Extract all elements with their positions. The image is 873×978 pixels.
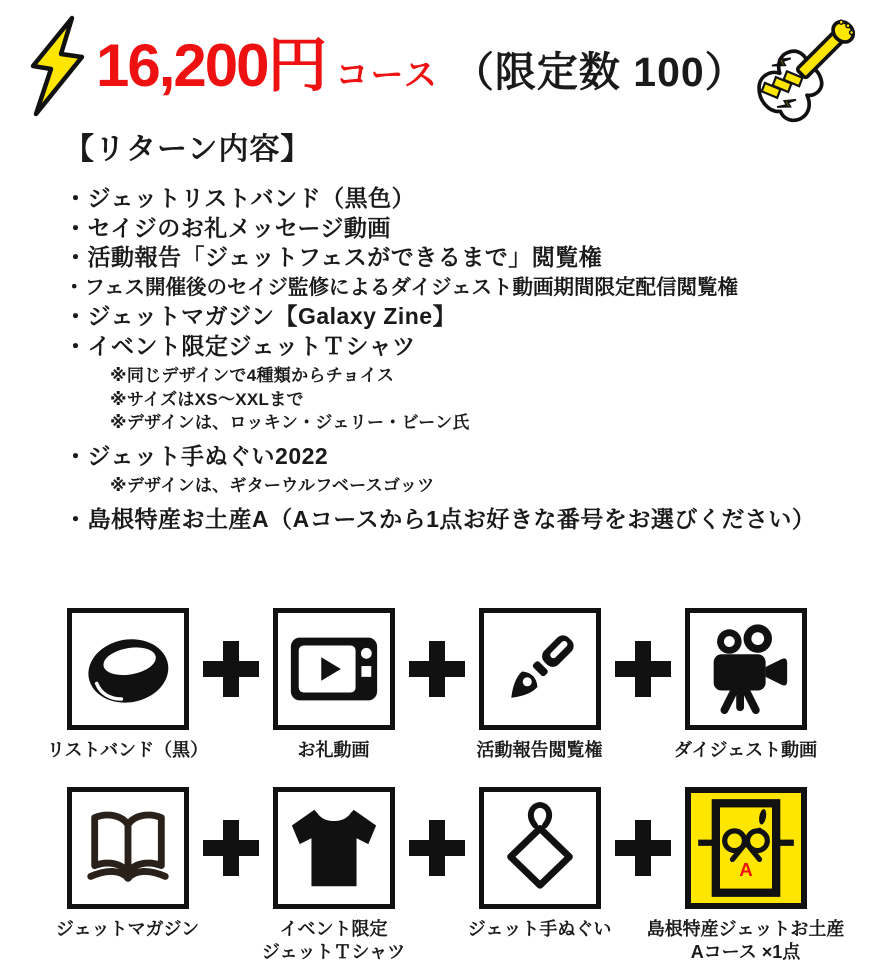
wristband-icon (67, 608, 189, 730)
return-item: ・セイジのお礼メッセージ動画 (64, 214, 391, 241)
reward-label: リストバンド（黒） (46, 740, 209, 760)
reward-label: イベント限定 ジェットＴシャツ (261, 919, 406, 962)
reward-cell-magazine (55, 787, 200, 941)
lightning-bolt-icon (12, 14, 108, 118)
header (12, 14, 747, 118)
price-amount: 16,200円 (96, 32, 326, 99)
return-item: ・イベント限定ジェットＴシャツ (64, 332, 416, 359)
grid-row-2 (0, 787, 873, 964)
return-item: ・島根特産お土産A（Aコースから1点お好きな番号をお選びください） (64, 505, 816, 532)
return-item-note: ※サイズはXS〜XXLまで (110, 389, 304, 409)
reward-cell-tenugui (467, 787, 612, 941)
return-item-notes (110, 474, 844, 498)
return-item: ・ジェットリストバンド（黒色） (64, 185, 416, 211)
tenugui-icon (479, 787, 601, 909)
return-item-note: ※同じデザインで4種類からチョイス (110, 366, 395, 385)
reward-cell-tshirt (261, 787, 406, 964)
return-item-note: ※デザインは、ギターウルフベースゴッツ (110, 476, 435, 495)
plus-icon (409, 641, 465, 697)
guitar-icon (741, 6, 869, 134)
returns-section (64, 124, 844, 534)
plus-icon (203, 641, 259, 697)
reward-cell-souvenir (646, 787, 845, 964)
thanks-video-icon (273, 608, 395, 730)
plus-icon (615, 641, 671, 697)
return-item-notes (110, 364, 844, 435)
reward-cell-activity-report (476, 608, 603, 762)
reward-label: ダイジェスト動画 (673, 740, 818, 760)
reward-label: 島根特産ジェットお土産 Aコース ×1点 (646, 919, 845, 962)
magazine-book-icon (67, 787, 189, 909)
return-item: ・ジェット手ぬぐい2022 (64, 442, 329, 469)
reward-label: 活動報告閲覧権 (476, 740, 603, 760)
digest-video-camera-icon (685, 608, 807, 730)
return-item: ・活動報告「ジェットフェスができるまで」閲覧権 (64, 244, 603, 270)
reward-cell-thanks-video (273, 608, 395, 762)
activity-report-pen-icon (479, 608, 601, 730)
souvenir-gift-icon (685, 787, 807, 909)
return-item-note: ※デザインは、ロッキン・ジェリー・ビーン氏 (110, 413, 470, 432)
reward-label: お礼動画 (297, 740, 370, 760)
souvenir-course-badge: A (738, 859, 753, 881)
rewards-icon-grid (0, 608, 873, 978)
returns-heading: 【リターン内容】 (64, 133, 312, 166)
return-item: ・フェス開催後のセイジ監修によるダイジェスト動画期間限定配信閲覧権 (64, 275, 739, 299)
reward-cell-wristband (46, 608, 209, 762)
grid-row-1 (0, 608, 873, 762)
plus-icon (409, 820, 465, 876)
reward-label: ジェットマガジン (55, 919, 200, 939)
reward-label: ジェット手ぬぐい (467, 919, 612, 939)
return-item: ・ジェットマガジン【Galaxy Zine】 (64, 303, 457, 329)
plus-icon (615, 820, 671, 876)
reward-cell-digest-video (673, 608, 818, 762)
course-label: コース (335, 56, 439, 93)
tshirt-icon (273, 787, 395, 909)
limit-count-label: （限定数 100） (452, 49, 747, 95)
header-text (96, 33, 747, 99)
plus-icon (203, 820, 259, 876)
